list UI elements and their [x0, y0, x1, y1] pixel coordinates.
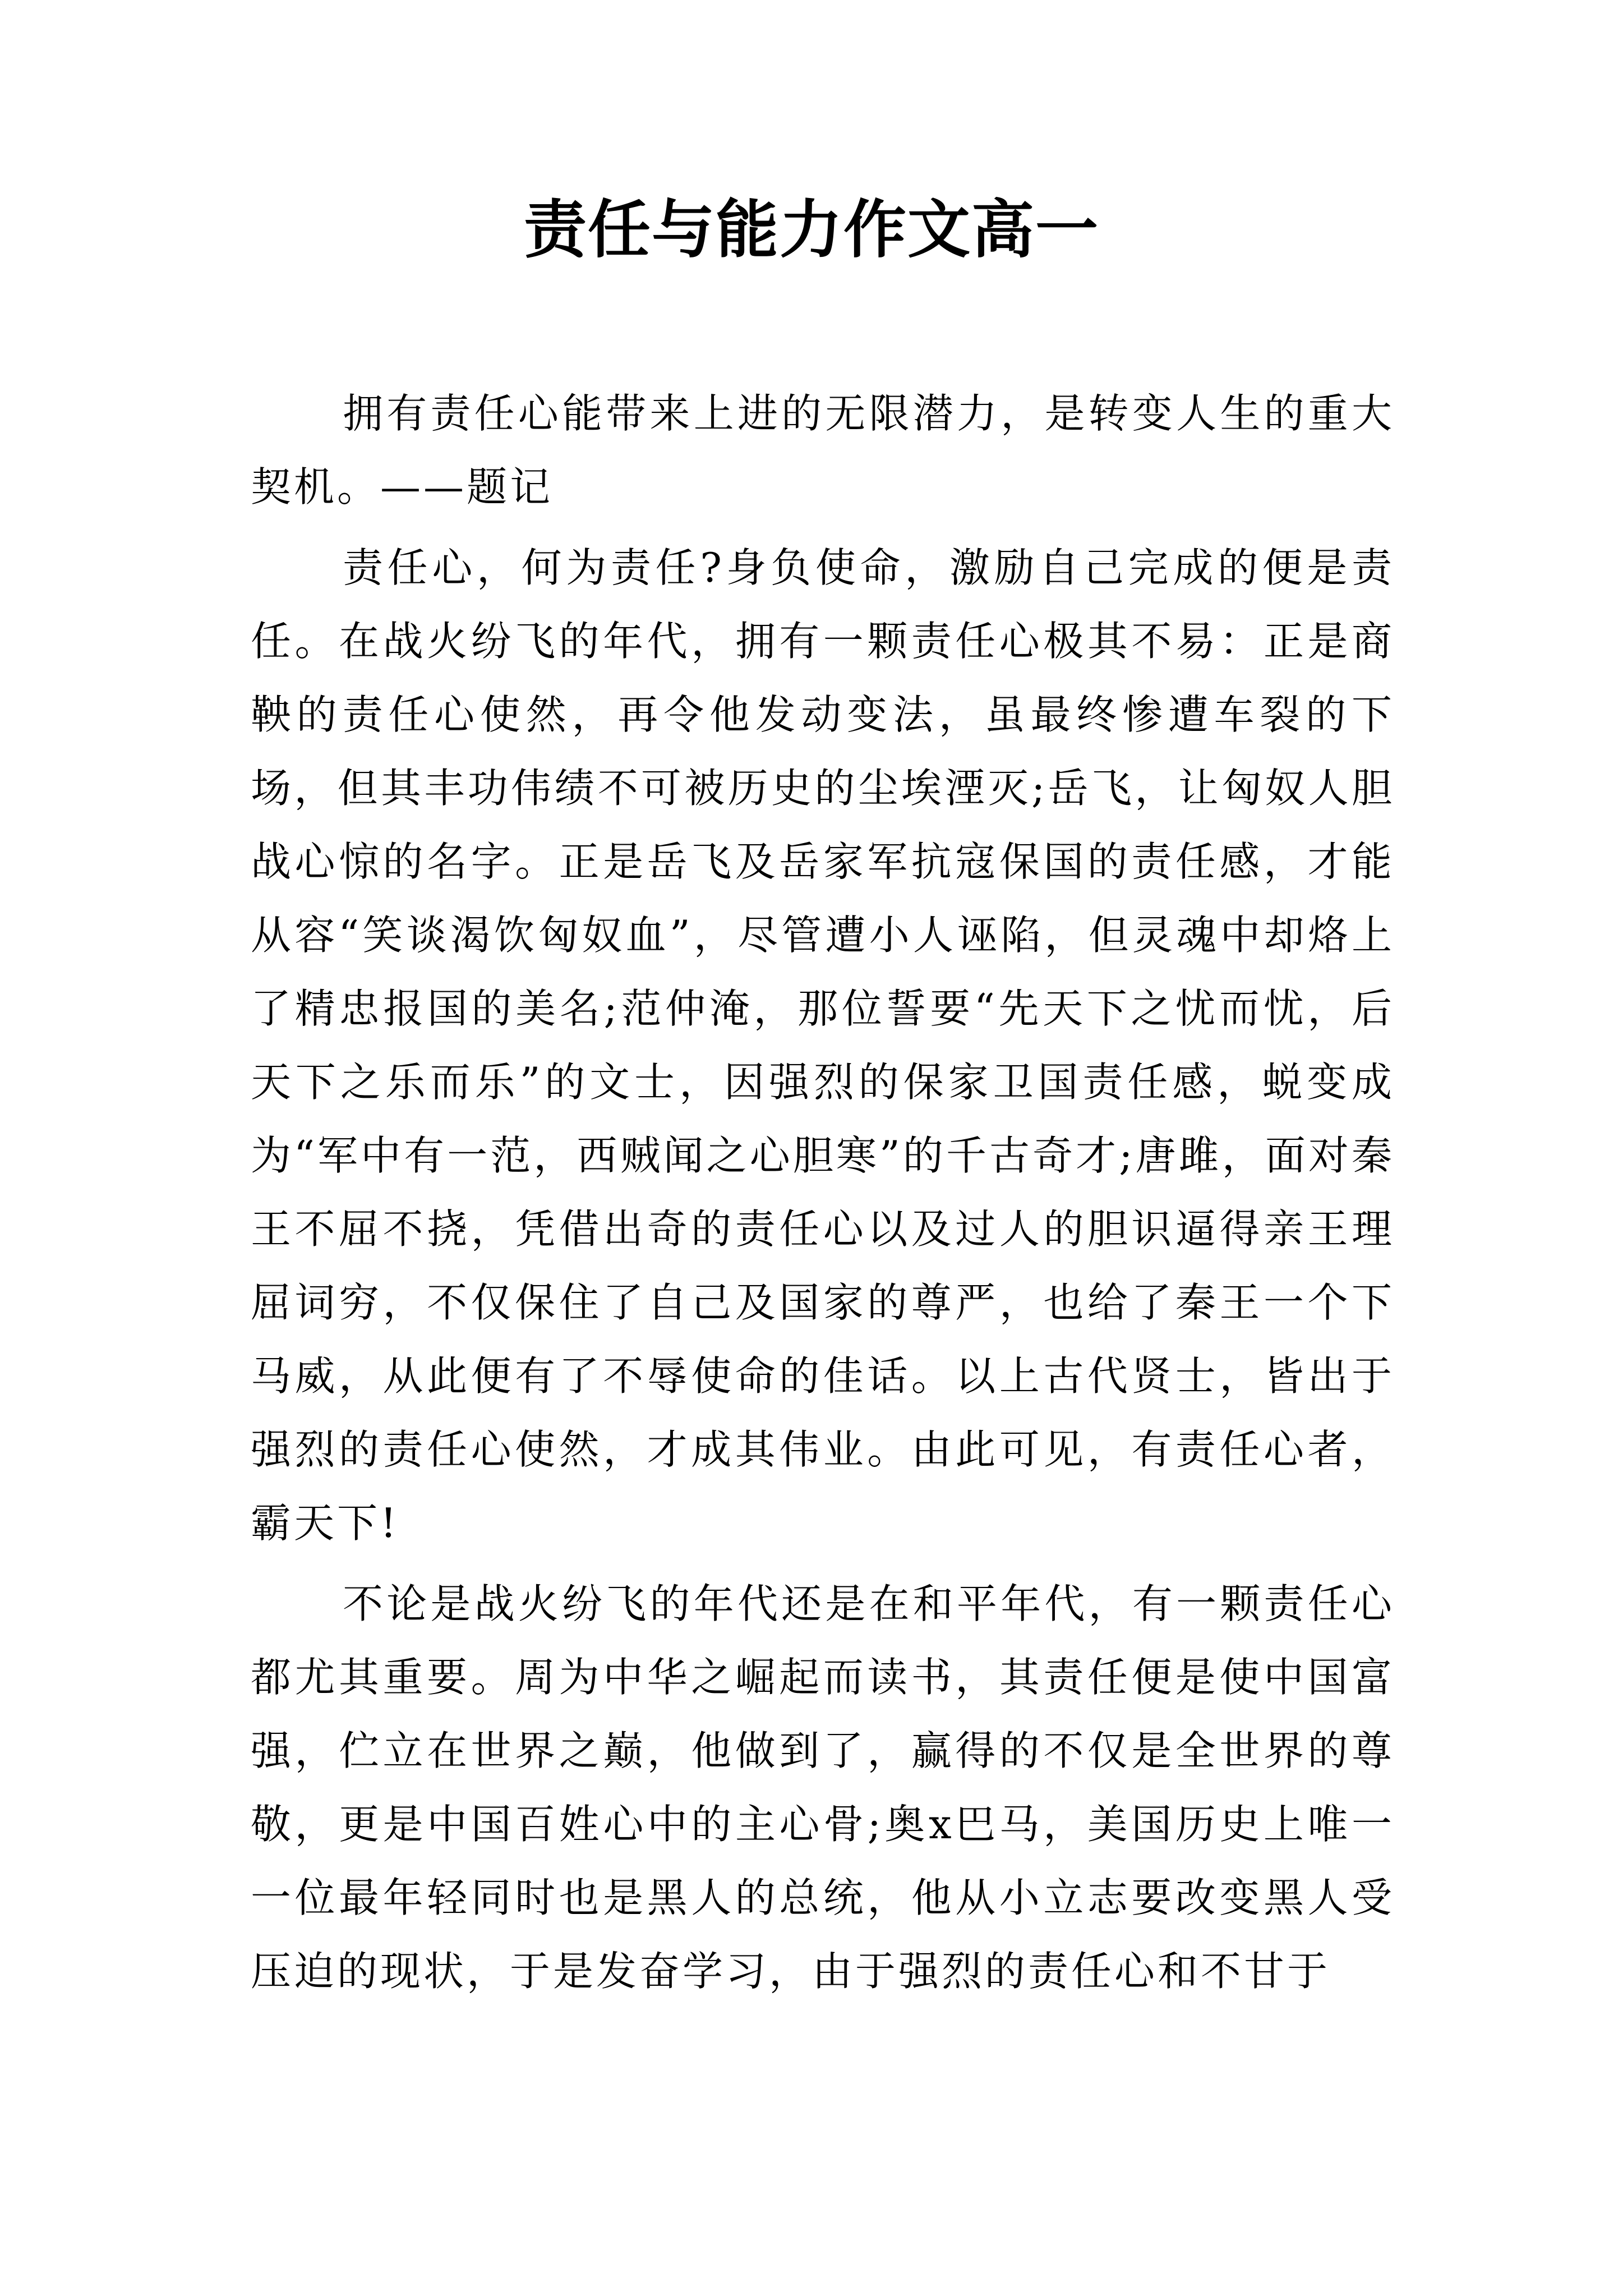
body-paragraph: 不论是战火纷飞的年代还是在和平年代，有一颗责任心都尤其重要。周为中华之崛起而读书，其责任便是使中国富强，伫立在世界之巅，他做到了，赢得的不仅是全世界的尊敬，更是中国百姓心中的主心骨;奥x巴马，美国历史上唯一一位最年轻同时也是黑人的总统，他从小立志要改变黑人受压迫的现状，于是发奋学习，由于强烈的责任心和不甘于: [251, 1580, 1395, 1995]
body-paragraph: 责任心，何为责任?身负使命，激励自己完成的便是责任。在战火纷飞的年代，拥有一颗责任心极其不易：正是商鞅的责任心使然，再令他发动变法，虽最终惨遭车裂的下场，但其丰功伟绩不可被历史的尘埃湮灭;岳飞，让匈奴人胆战心惊的名字。正是岳飞及岳家军抗寇保国的责任感，才能从容“笑谈渴饮匈奴血”，尽管遭小人诬陷，但灵魂中却烙上了精忠报国的美名;范仲淹，那位誓要“先天下之忧而忧，后天下之乐而乐”的文士，因强烈的保家卫国责任感，蜕变成为“军中有一范，西贼闻之心胆寒”的千古奇才;唐雎，面对秦王不屈不挠，凭借出奇的责任心以及过人的胆识逼得亲王理屈词穷，不仅保住了自己及国家的尊严，也给了秦王一个下马威，从此便有了不辱使命的佳话。以上古代贤士，皆出于强烈的责任心使然，才成其伟业。由此可见，有责任心者，霸天下!: [251, 544, 1395, 1547]
document-body: [251, 377, 1395, 2016]
document-title: 责任与能力作文高一: [524, 193, 1099, 266]
epigraph-paragraph: 拥有责任心能带来上进的无限潜力，是转变人生的重大契机。——题记: [251, 390, 1395, 510]
